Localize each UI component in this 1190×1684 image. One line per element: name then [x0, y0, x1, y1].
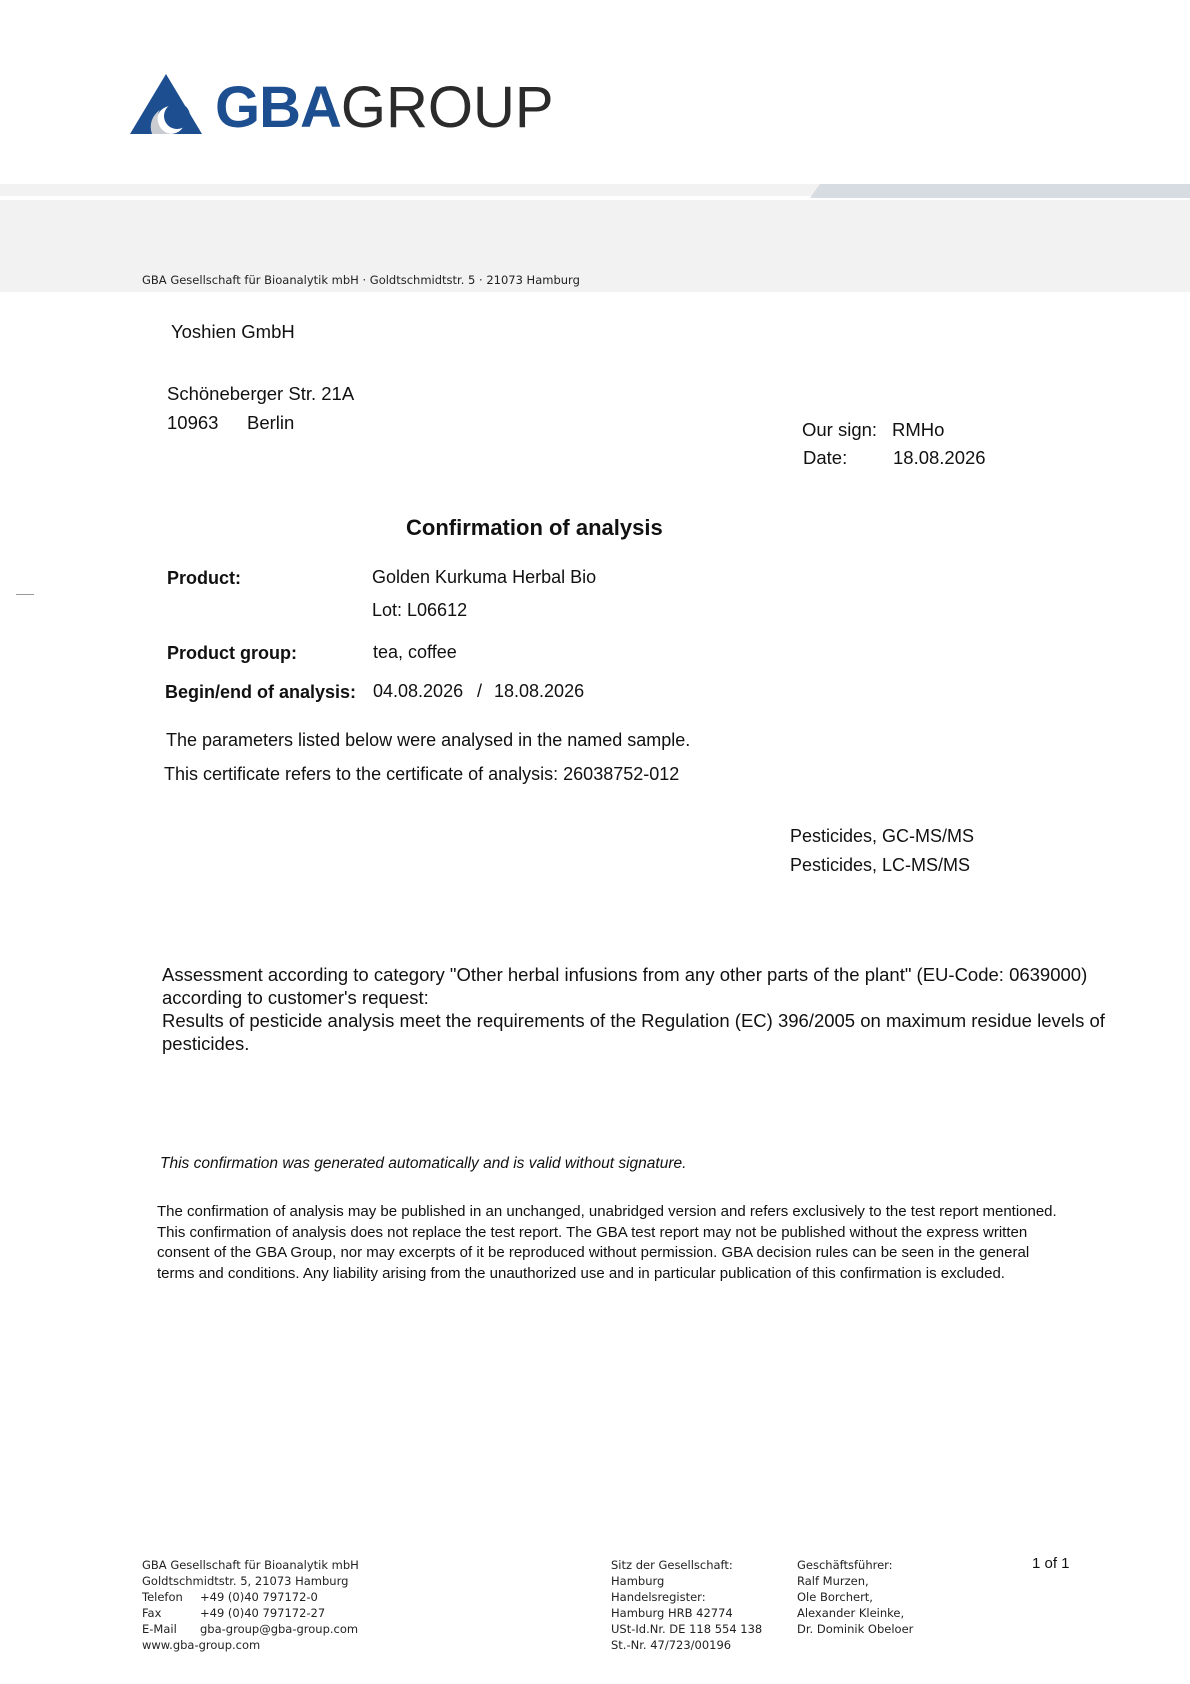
- logo-brand-light: GROUP: [340, 75, 554, 140]
- recipient-postcode: 10963: [167, 412, 219, 433]
- footer-phone-row: [142, 1589, 359, 1605]
- footer-management: [797, 1557, 913, 1637]
- gba-triangle-logo-icon: [130, 74, 202, 134]
- footer-phone: +49 (0)40 797172-0: [200, 1590, 318, 1604]
- footer-website: www.gba-group.com: [142, 1638, 261, 1652]
- automatic-generation-note: This confirmation was generated automatically and is valid without signature.: [160, 1155, 687, 1172]
- method-item: Pesticides, GC-MS/MS: [790, 826, 975, 846]
- analysis-period-label: Begin/end of analysis:: [165, 682, 357, 702]
- footer-email: gba-group@gba-group.com: [200, 1622, 359, 1636]
- footer-seat: Hamburg: [611, 1574, 665, 1588]
- footer-phone-label: Telefon: [142, 1590, 183, 1604]
- footer-email-label: E-Mail: [142, 1622, 177, 1636]
- logo-wordmark: [215, 75, 554, 140]
- analysis-begin-date: 04.08.2026: [373, 681, 464, 701]
- analysis-end-date: 18.08.2026: [494, 681, 585, 701]
- footer-director: Alexander Kleinke,: [797, 1606, 905, 1620]
- footer-company: GBA Gesellschaft für Bioanalytik mbH: [142, 1558, 359, 1572]
- recipient-street: Schöneberger Str. 21A: [167, 383, 355, 404]
- footer-register: Hamburg HRB 42774: [611, 1606, 733, 1620]
- recipient-name: Yoshien GmbH: [171, 321, 295, 342]
- header-accent-bar: [810, 184, 1190, 198]
- footer-fax-row: [142, 1605, 359, 1621]
- footer-fax-label: Fax: [142, 1606, 162, 1620]
- date-value: 18.08.2026: [893, 447, 986, 468]
- parameters-statement: The parameters listed below were analysed in the named sample.: [166, 730, 691, 750]
- product-group-label: Product group:: [167, 643, 297, 663]
- product-label: Product:: [167, 568, 241, 588]
- recipient-city: Berlin: [247, 412, 295, 433]
- assessment-line: Results of pesticide analysis meet the requirements of the Regulation (EC) 396/2005 on maximum residue levels of pesticides.: [162, 1010, 1105, 1054]
- footer-director: Ralf Murzen,: [797, 1574, 869, 1588]
- assessment-text: [162, 963, 1112, 1055]
- our-sign-value: RMHo: [892, 419, 945, 440]
- footer-company-contact: [142, 1557, 359, 1653]
- product-value: Golden Kurkuma Herbal Bio: [372, 567, 597, 587]
- certificate-reference: This certificate refers to the certificate of analysis: 26038752-012: [164, 764, 680, 784]
- footer-seat-label: Sitz der Gesellschaft:: [611, 1558, 733, 1572]
- footer-vat-id: USt-Id.Nr. DE 118 554 138: [611, 1622, 763, 1636]
- footer-email-row: [142, 1621, 359, 1637]
- page-title: Confirmation of analysis: [406, 515, 663, 540]
- footer-tax-number: St.-Nr. 47/723/00196: [611, 1638, 732, 1652]
- page-number: 1 of 1: [1032, 1555, 1070, 1572]
- footer-register-label: Handelsregister:: [611, 1590, 706, 1604]
- footer-address: Goldtschmidtstr. 5, 21073 Hamburg: [142, 1574, 349, 1588]
- legal-disclaimer: The confirmation of analysis may be published in an unchanged, unabridged version and refers exclusively to the test report mentioned. This confirmation of analysis does not replace the test report. The GBA test report may not be published without the express written consent of the GBA Group, nor may excerpts of it be reproduced without permission. GBA decision rules can be seen in the general terms and conditions. Any liability arising from the unauthorized use and in particular publication of this confirmation is excluded.: [157, 1203, 1057, 1282]
- our-sign-label: Our sign:: [802, 419, 878, 440]
- assessment-line: according to customer's request:: [162, 987, 429, 1008]
- footer-directors-label: Geschäftsführer:: [797, 1558, 893, 1572]
- lot-value: Lot: L06612: [372, 600, 468, 620]
- logo-brand-bold: GBA: [215, 75, 341, 140]
- footer-director: Dr. Dominik Obeloer: [797, 1622, 914, 1636]
- footer-director: Ole Borchert,: [797, 1590, 873, 1604]
- footer-registration: [611, 1557, 762, 1653]
- product-group-value: tea, coffee: [373, 642, 457, 662]
- fold-mark: [16, 594, 34, 595]
- footer-fax: +49 (0)40 797172-27: [200, 1606, 326, 1620]
- sender-return-address: GBA Gesellschaft für Bioanalytik mbH · Goldtschmidtstr. 5 · 21073 Hamburg: [142, 273, 580, 287]
- assessment-line: Assessment according to category "Other herbal infusions from any other parts of the plant" (EU-Code: 0639000): [162, 964, 1088, 985]
- date-label: Date:: [803, 447, 848, 468]
- analysis-date-separator: /: [477, 681, 483, 701]
- method-item: Pesticides, LC-MS/MS: [790, 855, 971, 875]
